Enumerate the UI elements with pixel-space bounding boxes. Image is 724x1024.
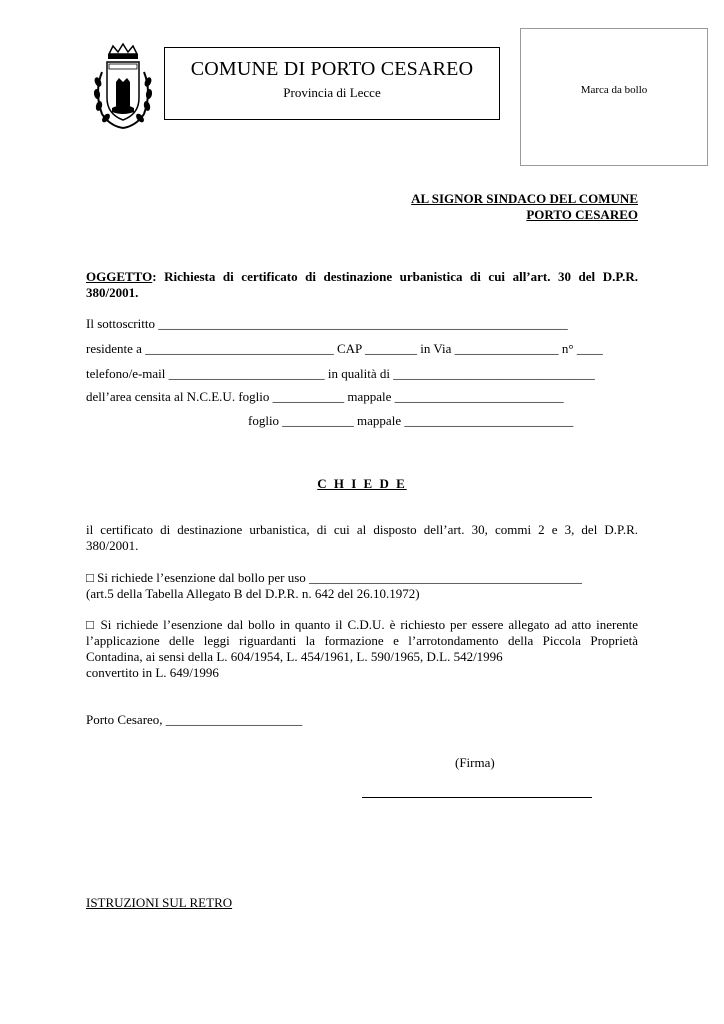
subject-text: : Richiesta di certificato di destinazione urbanistica di cui all’art. 30 del D.P.R. (152, 269, 638, 284)
subject-label: OGGETTO (86, 269, 153, 284)
municipal-crest-logo (92, 42, 154, 132)
request-body-line-2: 380/2001. (86, 538, 139, 553)
subject-line-1 (86, 269, 638, 285)
field-sottoscritto[interactable]: Il sottoscritto _______________________________________________________________ (86, 316, 568, 331)
province-subtitle: Provincia di Lecce (283, 85, 381, 100)
signature-label: (Firma) (455, 755, 495, 770)
addressee-line-2: PORTO CESAREO (526, 207, 638, 222)
stamp-label: Marca da bollo (580, 84, 648, 96)
place-date-field[interactable]: Porto Cesareo, _____________________ (86, 712, 303, 727)
field-catasto-2[interactable]: foglio ___________ mappale __________________________ (248, 413, 574, 428)
option-exemption-cdu-line-1[interactable]: □ Si richiede l’esenzione dal bollo in quanto il C.D.U. è richiesto per essere allegato ad atto inerente (86, 617, 638, 632)
field-residenza[interactable]: residente a _____________________________ CAP ________ in Via ________________ n° ____ (86, 341, 603, 356)
option-exemption-use-note: (art.5 della Tabella Allegato B del D.P.R. n. 642 del 26.10.1972) (86, 586, 420, 601)
instructions-footer: ISTRUZIONI SUL RETRO (86, 895, 233, 910)
field-catasto-1[interactable]: dell’area censita al N.C.E.U. foglio ___________ mappale __________________________ (86, 389, 564, 404)
request-heading: C H I E D E (317, 476, 407, 491)
option-exemption-cdu-line-4: convertito in L. 649/1996 (86, 665, 219, 680)
subject-line-2: 380/2001. (86, 285, 139, 300)
revenue-stamp-box (520, 28, 708, 166)
option-exemption-cdu-line-3: Contadina, ai sensi della L. 604/1954, L. 454/1961, L. 590/1965, D.L. 542/1996 (86, 649, 503, 664)
municipality-title: COMUNE DI PORTO CESAREO (190, 58, 474, 80)
request-body-line-1: il certificato di destinazione urbanistica, di cui al disposto dell’art. 30, commi 2 e 3, del D.P.R. (86, 522, 638, 537)
option-exemption-cdu-line-2: l’applicazione delle leggi riguardanti la formazione e l’arrotondamento della Piccola Proprietà (86, 633, 638, 648)
option-exemption-use[interactable]: □ Si richiede l’esenzione dal bollo per uso __________________________________________ (86, 570, 583, 585)
addressee-line-1: AL SIGNOR SINDACO DEL COMUNE (411, 191, 638, 206)
field-contatti[interactable]: telefono/e-mail ________________________ in qualità di _______________________________ (86, 366, 595, 381)
signature-line[interactable] (362, 797, 592, 798)
header-box (164, 47, 500, 120)
